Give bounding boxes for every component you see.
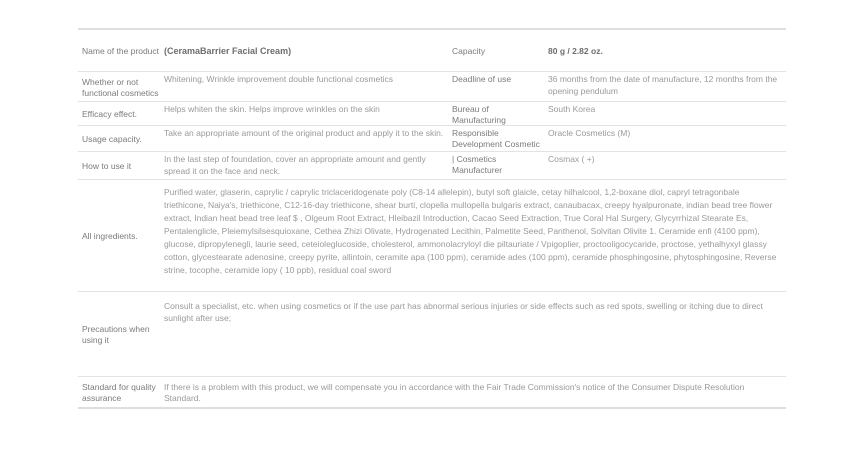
label-howto: How to use it xyxy=(82,161,132,171)
value-manufacturing-country: South Korea xyxy=(548,104,596,114)
row-howto xyxy=(78,152,786,180)
label-product-name: Name of the product xyxy=(82,46,160,56)
value-product-name: (CeramaBarrier Facial Cream) xyxy=(164,45,292,56)
row-efficacy xyxy=(78,102,786,126)
label-capacity: Capacity xyxy=(452,46,486,56)
label-manufacturing-country: Bureau of Manufacturing xyxy=(452,104,506,125)
label-responsible-seller: Responsible Development Cosmetic xyxy=(452,128,540,149)
product-info-table xyxy=(78,28,786,409)
row-usage xyxy=(78,126,786,152)
label-precautions: Precautions when using it xyxy=(82,324,150,345)
label-manufacturer: | Cosmetics Manufacturer xyxy=(452,154,503,175)
label-ingredients: All ingredients. xyxy=(82,231,138,241)
label-efficacy: Efficacy effect. xyxy=(82,109,137,119)
value-efficacy: Helps whiten the skin. Helps improve wrinkles on the skin xyxy=(164,104,380,114)
label-functional: Whether or not functional cosmetics xyxy=(82,76,159,98)
value-capacity: 80 g / 2.82 oz. xyxy=(548,45,603,56)
value-ingredients: Purified water, glaserin, caprylic / caprylic triclaceridogenate poly (C8-14 allelepin), butyl soft glaicle, cetay hilhalcool, 1,2-boxane diol, capryl tetragonbale triethicone, Naiya's, triethicone, C12-16-day triethicone, shear burti, clopella mullopella bulgaris extract, canaubacax, creepy hyalpuronate, indian bead tree flower extract, Indian heat bead tree leaf $ , Olgeum Root Extract, Hleibazil Introduction, Cacao Seed Extraction, True Coral Hal Surgery, Glycyrrhizal Stearate Es, Pentalenglicle, Pleiemylsilsesquioxane, Cethea Zhizi Olivate, Hydrogenated Lecithin, Palmetite Seed, Panthenol, Solvitan Olivite 1. Ceramide enfi (4100 ppm), glucose, dipropylenegli, laurie seed, ceteioleglucoside, cholesterol, ammonolacryloyl die piltauriate / Vpigoplier, proctooligocycaride, proctose, yethalhyxyl glassy cotton, glycestearate adenosine, creepy pyrite, allintoin, ceramite apa (100 ppm), ceramide ades (100 ppm), ceramide phosphingosine, phytosphingosine, Reverse strine, tocophe, ceramide iopy ( 10 ppb), residual coal sword xyxy=(164,187,777,275)
value-responsible-seller: Oracle Cosmetics (M) xyxy=(548,128,631,138)
value-manufacturer: Cosmax ( +) xyxy=(548,154,595,164)
label-quality: Standard for quality assurance xyxy=(82,382,156,403)
value-functional: Whitening, Wrinkle improvement double functional cosmetics xyxy=(164,74,393,84)
value-usage: Take an appropriate amount of the original product and apply it to the skin. xyxy=(164,128,444,138)
label-deadline: Deadline of use xyxy=(452,74,512,84)
row-functional xyxy=(78,72,786,102)
row-precautions xyxy=(78,292,786,377)
row-product-name xyxy=(78,30,786,72)
value-quality: If there is a problem with this product, we will compensate you in accordance with the Fair Trade Commission's notice of the Consumer Dispute Resolution Standard. xyxy=(164,381,745,403)
row-ingredients xyxy=(78,180,786,292)
value-howto: In the last step of foundation, cover an appropriate amount and gently spread it on the face and neck. xyxy=(164,154,426,176)
row-quality xyxy=(78,377,786,409)
value-precautions: Consult a specialist, etc. when using cosmetics or if the use part has abnormal serious injuries or side effects such as red spots, swelling or itching due to direct sunlight after use; xyxy=(164,301,763,323)
value-deadline: 36 months from the date of manufacture, 12 months from the opening pendulum xyxy=(548,74,778,96)
label-usage: Usage capacity. xyxy=(82,134,142,144)
